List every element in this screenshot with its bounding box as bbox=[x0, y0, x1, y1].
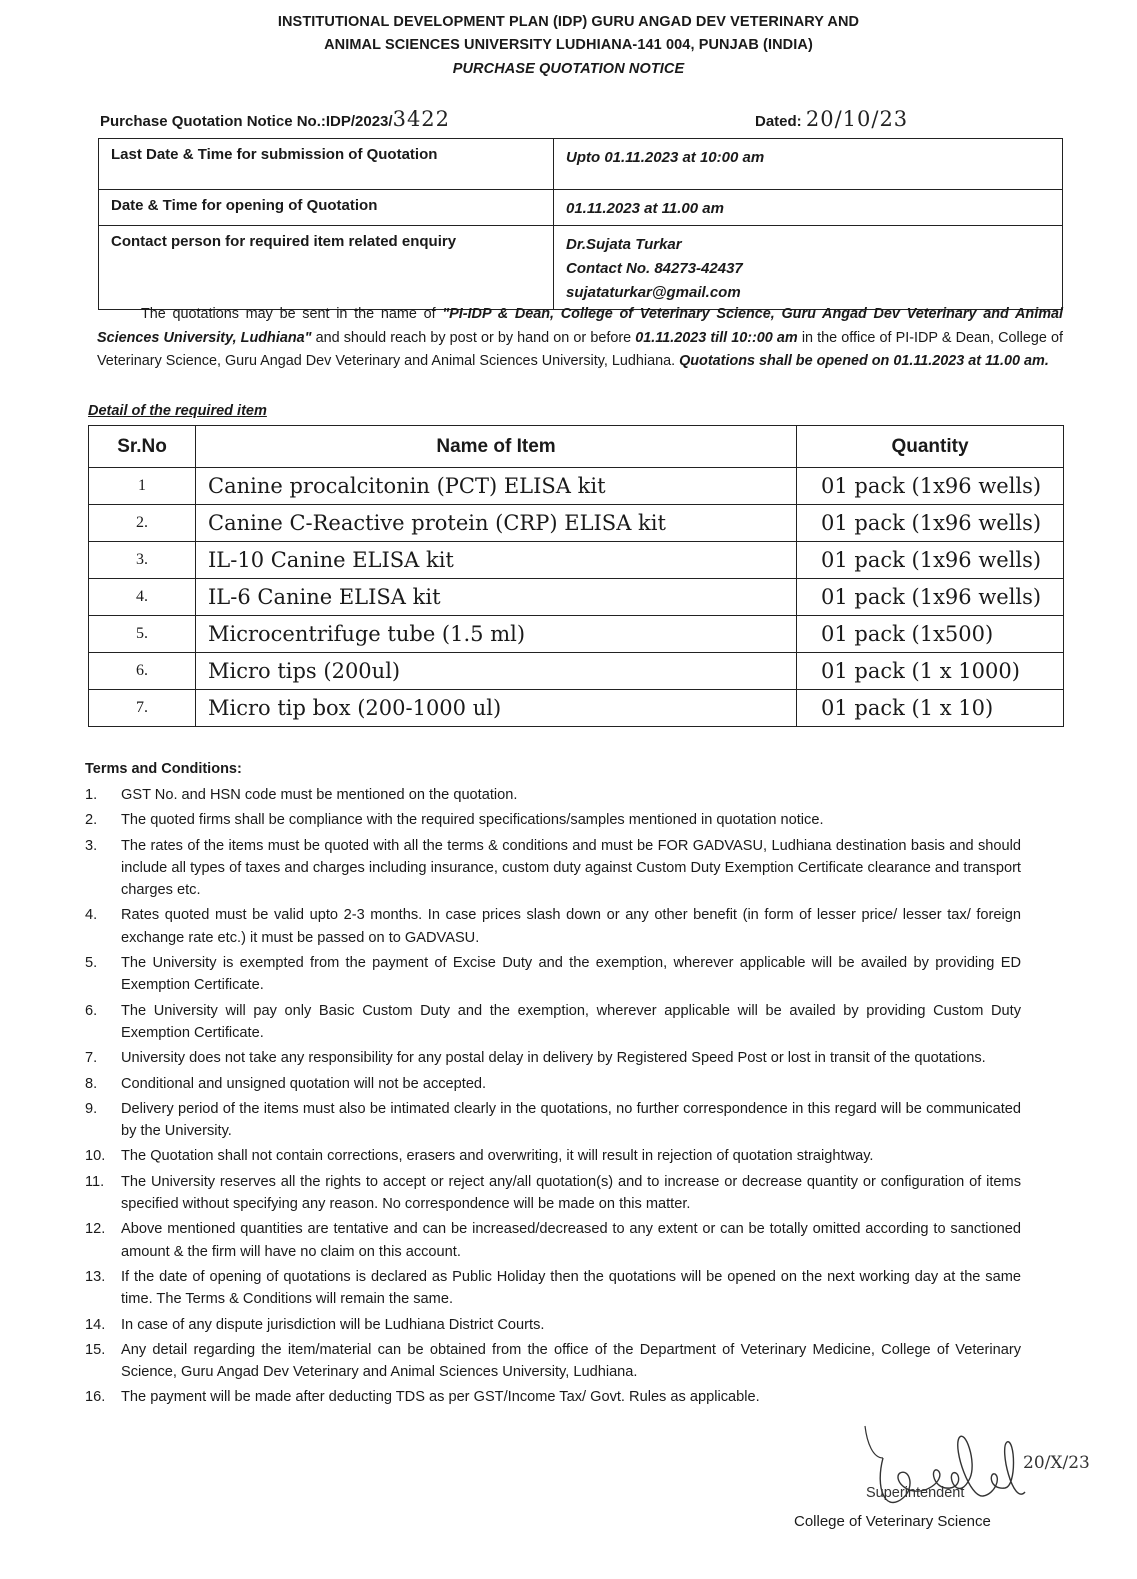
term-text: Any detail regarding the item/material can be obtained from the office of the Department of Veterinary Medicine, College of Veterinary Science, Guru Angad Dev Veterinary and Animal Sciences University, Ludhiana. bbox=[121, 1341, 1021, 1381]
term-text: Delivery period of the items must also be intimated clearly in the quotations, no further correspondence in this regard will be communicated by the University. bbox=[121, 1100, 1021, 1140]
signatory-title: Superintendent bbox=[866, 1485, 965, 1501]
term-number: 10. bbox=[85, 1148, 106, 1165]
term-number: 8. bbox=[85, 1075, 98, 1092]
term-text: University does not take any responsibility for any postal delay in delivery by Registered Speed Post or lost in transit of the quotations. bbox=[121, 1050, 986, 1067]
term-number: 4. bbox=[85, 907, 98, 924]
intro-paragraph: The quotations may be sent in the name of "PI-IDP & Dean, College of Veterinary Science, Guru Angad Dev Veterinary and Animal Sciences University, Ludhiana" and should reach by post or by hand on or before 01.11.2023 till 10::00 am in the office of PI-IDP & Dean, College of Veterinary Science, Guru Angad Dev Veterinary and Animal Sciences University, Ludhiana. Quotations shall be opened on 01.11.2023 at 11.00 am. bbox=[97, 306, 1064, 369]
term-text: Above mentioned quantities are tentative and can be increased/decreased to any extent or can be totally omitted according to sanctioned amount & the firm will have no claim on this account. bbox=[121, 1221, 1021, 1260]
terms-list bbox=[85, 784, 1021, 1412]
contact-person-details bbox=[554, 226, 1063, 310]
table-row bbox=[89, 690, 1064, 727]
submission-deadline-label: Last Date & Time for submission of Quotation bbox=[99, 139, 554, 190]
item-name: IL-10 Canine ELISA kit bbox=[196, 542, 797, 579]
signatory-department: College of Veterinary Science bbox=[794, 1513, 991, 1530]
item-name: Canine C-Reactive protein (CRP) ELISA kit bbox=[196, 505, 797, 542]
term-number: 9. bbox=[85, 1100, 98, 1117]
list-item bbox=[85, 809, 1021, 831]
term-number: 2. bbox=[85, 812, 98, 829]
list-item bbox=[85, 952, 1021, 997]
notice-number-handwritten: 3422 bbox=[392, 107, 451, 131]
opening-datetime-value: 01.11.2023 at 11.00 am bbox=[554, 190, 1063, 226]
term-text: The Quotation shall not contain corrections, erasers and overwriting, it will result in rejection of quotation straightway. bbox=[121, 1148, 874, 1165]
item-sr: 2. bbox=[89, 505, 196, 542]
item-qty: 01 pack (1 x 1000) bbox=[797, 653, 1064, 690]
term-text: The University reserves all the rights to accept or reject any/all quotation(s) and to increase or decrease quantity or configuration of items specified without specifying any reason. No correspondence will be made on this matter. bbox=[121, 1173, 1021, 1213]
item-qty: 01 pack (1x96 wells) bbox=[797, 468, 1064, 505]
notice-date-label: Dated: bbox=[755, 113, 802, 130]
contact-person-label: Contact person for required item related enquiry bbox=[99, 226, 554, 310]
list-item bbox=[85, 1098, 1021, 1143]
list-item bbox=[85, 1314, 1021, 1336]
term-text: Rates quoted must be valid upto 2-3 months. In case prices slash down or any other benefit (in form of lesser price/ lesser tax/ foreign exchange rate etc.) it must be passed on to GADVASU. bbox=[121, 907, 1021, 946]
table-row bbox=[99, 139, 1063, 190]
notice-number-label: Purchase Quotation Notice No.:IDP/2023/ bbox=[100, 113, 393, 130]
item-sr: 7. bbox=[89, 690, 196, 727]
item-name: Canine procalcitonin (PCT) ELISA kit bbox=[196, 468, 797, 505]
table-row bbox=[89, 616, 1064, 653]
term-text: The rates of the items must be quoted with all the terms & conditions and must be FOR GADVASU, Ludhiana destination basis and should include all types of taxes and charges including insurance, custom duty against Custom Duty Exemption Certificate clearance and transport charges etc. bbox=[121, 837, 1021, 899]
term-text: Conditional and unsigned quotation will not be accepted. bbox=[121, 1075, 487, 1092]
header-line-1: INSTITUTIONAL DEVELOPMENT PLAN (IDP) GURU ANGAD DEV VETERINARY AND bbox=[277, 14, 860, 30]
item-name: Micro tips (200ul) bbox=[196, 653, 797, 690]
term-number: 7. bbox=[85, 1050, 98, 1067]
list-item bbox=[85, 1000, 1021, 1045]
notice-date bbox=[755, 107, 908, 131]
signature-date: 20/X/23 bbox=[1023, 1453, 1090, 1473]
item-sr: 6. bbox=[89, 653, 196, 690]
table-row bbox=[89, 505, 1064, 542]
list-item bbox=[85, 835, 1021, 902]
term-text: The University is exempted from the payment of Excise Duty and the exemption, wherever applicable will be availed by providing ED Exemption Certificate. bbox=[121, 955, 1021, 994]
table-header-row bbox=[89, 426, 1064, 468]
handwritten-signature bbox=[855, 1418, 1095, 1528]
list-item bbox=[85, 784, 1021, 806]
item-name: Microcentrifuge tube (1.5 ml) bbox=[196, 616, 797, 653]
item-sr: 1 bbox=[89, 468, 196, 505]
term-number: 5. bbox=[85, 955, 98, 972]
table-row bbox=[99, 226, 1063, 310]
table-row bbox=[89, 579, 1064, 616]
contact-name: Dr.Sujata Turkar bbox=[566, 236, 682, 253]
schedule-table bbox=[98, 138, 1063, 310]
term-text: The quoted firms shall be compliance with the required specifications/samples mentioned in quotation notice. bbox=[121, 812, 824, 829]
term-number: 16. bbox=[85, 1389, 106, 1406]
term-number: 15. bbox=[85, 1341, 106, 1358]
list-item bbox=[85, 1386, 1021, 1408]
term-text: The University will pay only Basic Custom Duty and the exemption, wherever applicable will be availed by providing Custom Duty Exemption Certificate. bbox=[121, 1002, 1021, 1041]
term-number: 13. bbox=[85, 1268, 106, 1285]
notice-number bbox=[100, 107, 450, 131]
term-text: The payment will be made after deducting TDS as per GST/Income Tax/ Govt. Rules as applicable. bbox=[121, 1389, 760, 1406]
item-qty: 01 pack (1 x 10) bbox=[797, 690, 1064, 727]
item-name: IL-6 Canine ELISA kit bbox=[196, 579, 797, 616]
list-item bbox=[85, 1047, 1021, 1069]
table-row bbox=[99, 190, 1063, 226]
term-number: 6. bbox=[85, 1002, 98, 1019]
list-item bbox=[85, 1171, 1021, 1216]
table-row bbox=[89, 468, 1064, 505]
term-number: 11. bbox=[85, 1173, 105, 1190]
items-table bbox=[88, 425, 1064, 727]
item-qty: 01 pack (1x96 wells) bbox=[797, 542, 1064, 579]
col-qty-header: Quantity bbox=[797, 426, 1064, 468]
list-item bbox=[85, 1339, 1021, 1384]
term-number: 14. bbox=[85, 1316, 106, 1333]
item-qty: 01 pack (1x96 wells) bbox=[797, 579, 1064, 616]
item-sr: 4. bbox=[89, 579, 196, 616]
contact-email: sujataturkar@gmail.com bbox=[566, 284, 741, 301]
item-qty: 01 pack (1x500) bbox=[797, 616, 1064, 653]
list-item bbox=[85, 1266, 1021, 1311]
term-number: 12. bbox=[85, 1221, 106, 1238]
term-number: 1. bbox=[85, 787, 98, 803]
terms-heading: Terms and Conditions: bbox=[85, 761, 242, 777]
item-sr: 3. bbox=[89, 542, 196, 579]
item-qty: 01 pack (1x96 wells) bbox=[797, 505, 1064, 542]
table-row bbox=[89, 542, 1064, 579]
item-sr: 5. bbox=[89, 616, 196, 653]
col-sr-header: Sr.No bbox=[89, 426, 196, 468]
term-text: If the date of opening of quotations is declared as Public Holiday then the quotations will be opened on the next working day at the same time. The Terms & Conditions will remain the same. bbox=[121, 1268, 1021, 1308]
term-number: 3. bbox=[85, 837, 98, 854]
header-line-2: ANIMAL SCIENCES UNIVERSITY LUDHIANA-141 004, PUNJAB (INDIA) bbox=[324, 37, 813, 53]
col-name-header: Name of Item bbox=[196, 426, 797, 468]
table-row bbox=[89, 653, 1064, 690]
notice-date-handwritten: 20/10/23 bbox=[805, 107, 909, 131]
header-notice-title: PURCHASE QUOTATION NOTICE bbox=[452, 61, 685, 77]
term-text: In case of any dispute jurisdiction will be Ludhiana District Courts. bbox=[121, 1316, 545, 1333]
submission-deadline-value: Upto 01.11.2023 at 10:00 am bbox=[554, 139, 1063, 190]
term-text: GST No. and HSN code must be mentioned on the quotation. bbox=[121, 787, 518, 803]
opening-datetime-label: Date & Time for opening of Quotation bbox=[99, 190, 554, 226]
list-item bbox=[85, 1218, 1021, 1263]
list-item bbox=[85, 904, 1021, 949]
detail-heading: Detail of the required item bbox=[88, 403, 267, 419]
list-item bbox=[85, 1145, 1021, 1167]
list-item bbox=[85, 1073, 1021, 1095]
contact-phone: Contact No. 84273-42437 bbox=[566, 260, 743, 277]
item-name: Micro tip box (200-1000 ul) bbox=[196, 690, 797, 727]
